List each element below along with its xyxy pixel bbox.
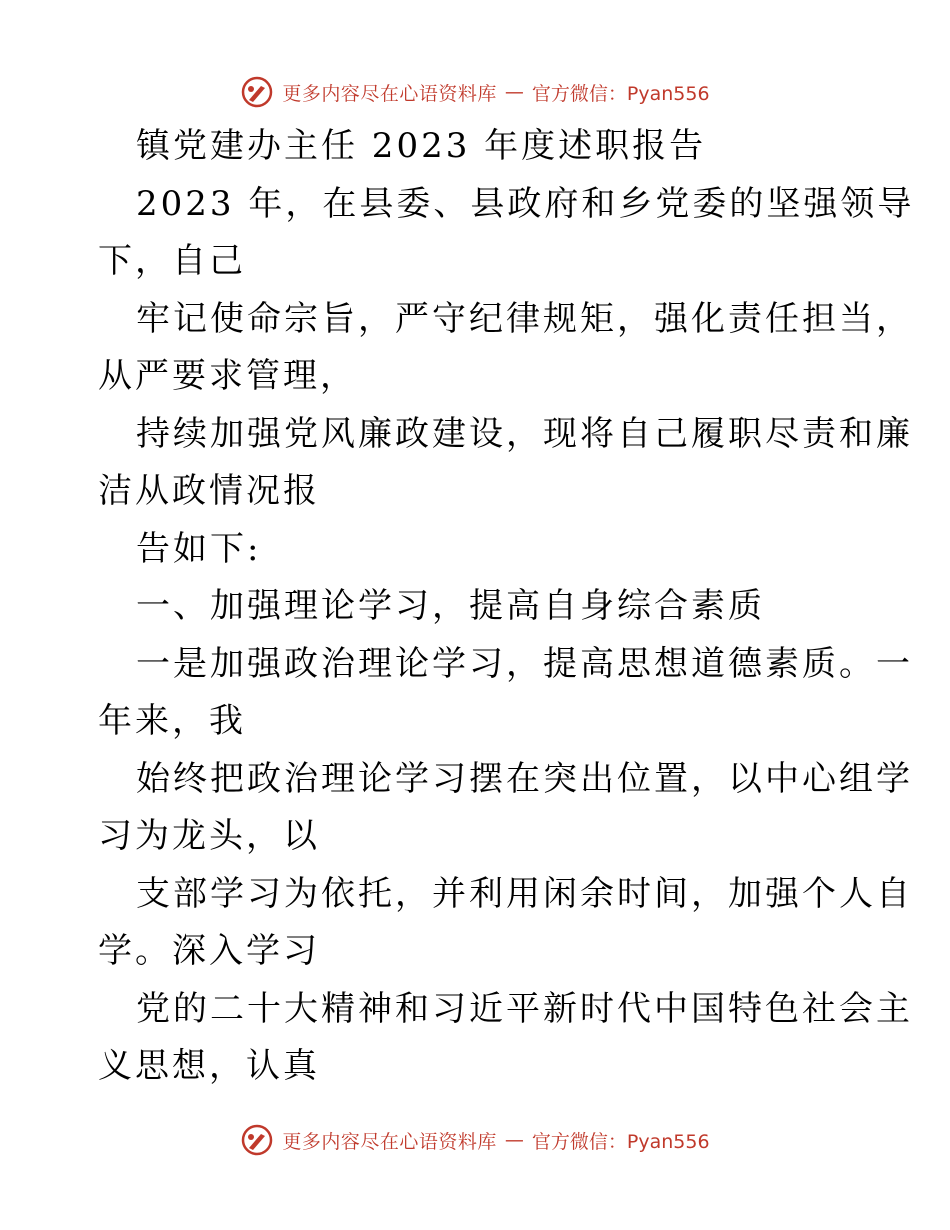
banner-text: 更多内容尽在心语资料库 [282, 1130, 497, 1153]
paragraph-line: 党的二十大精神和习近平新时代中国特色社会主 [136, 988, 913, 1029]
paragraph-line: 义思想，认真 [98, 1046, 320, 1086]
paragraph-line: 洁从政情况报 [98, 471, 320, 511]
paragraph-line: 一是加强政治理论学习，提高思想道德素质。一 [136, 643, 913, 684]
paragraph-line: 下，自己 [98, 241, 246, 281]
paragraph-line: 支部学习为依托，并利用闲余时间，加强个人自 [136, 873, 913, 914]
paragraph-line: 习为龙头，以 [98, 816, 320, 856]
document-title: 镇党建办主任 2023 年度述职报告 [136, 126, 707, 166]
banner-separator: — [504, 81, 524, 103]
paragraph-line: 始终把政治理论学习摆在突出位置，以中心组学 [136, 758, 913, 799]
paragraph-line: 持续加强党风廉政建设，现将自己履职尽责和廉 [136, 413, 913, 454]
header-banner [0, 72, 950, 112]
paragraph-line: 年来，我 [98, 701, 246, 741]
footer-banner [0, 1120, 950, 1160]
paragraph-line: 牢记使命宗旨，严守纪律规矩，强化责任担当， [136, 298, 913, 339]
paragraph-line: 2023 年，在县委、县政府和乡党委的坚强领导 [136, 183, 915, 224]
pen-nib-logo-icon [240, 1123, 274, 1157]
paragraph-line: 从严要求管理， [98, 356, 357, 396]
document-body [98, 118, 915, 1096]
banner-text: 更多内容尽在心语资料库 [282, 82, 497, 105]
banner-separator: — [504, 1129, 524, 1151]
paragraph-line: 告如下: [136, 528, 262, 569]
paragraph-line: 学。深入学习 [98, 931, 320, 971]
banner-wechat: 官方微信：Pyan556 [531, 1130, 710, 1153]
section-heading: 一、加强理论学习，提高自身综合素质 [136, 586, 765, 626]
banner-wechat: 官方微信：Pyan556 [531, 82, 710, 105]
pen-nib-logo-icon [240, 75, 274, 109]
